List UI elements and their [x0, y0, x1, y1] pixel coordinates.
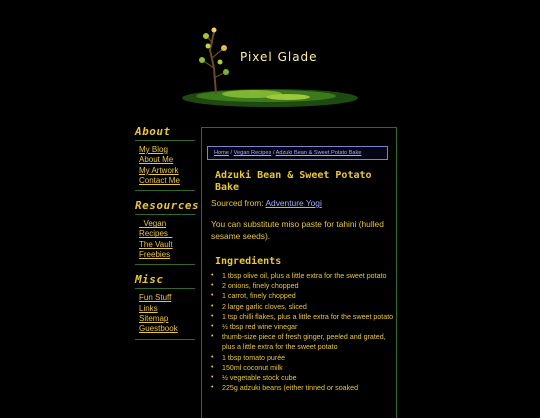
breadcrumb-separator: / — [230, 150, 233, 156]
ingredients-list — [202, 271, 396, 393]
sidebar-item-fun-stuff — [139, 293, 195, 303]
sidebar-link-guestbook[interactable]: Guestbook — [139, 324, 178, 334]
ingredient-item: • 150ml coconut milk — [211, 363, 396, 373]
sidebar-link-sitemap[interactable]: Sitemap — [139, 313, 169, 323]
sidebar-item-my-artwork — [139, 166, 195, 176]
sidebar-heading-resources: Resources — [135, 199, 195, 215]
sidebar-link-my-artwork[interactable]: My Artwork — [139, 165, 179, 175]
sidebar-list-resources — [135, 219, 195, 265]
breadcrumb — [207, 146, 388, 160]
ingredient-item: • 1 carrot, finely chopped — [211, 291, 396, 301]
sidebar-item-contact-me — [139, 176, 195, 186]
main-content — [201, 127, 397, 418]
site-title[interactable]: Pixel Glade — [240, 50, 318, 64]
sidebar-link-contact-me[interactable]: Contact Me — [139, 175, 180, 185]
ingredients-heading: Ingredients — [215, 256, 282, 267]
sidebar-link-about-me[interactable]: About Me — [139, 155, 174, 165]
sidebar-link-freebies[interactable]: Freebies — [139, 250, 171, 260]
ingredient-item: • ½ tbsp red wine vinegar — [211, 322, 396, 332]
sourced-from-label: Sourced from: — [211, 198, 266, 208]
sidebar-item-the-vault — [139, 240, 195, 250]
breadcrumb-home-link[interactable]: Home — [214, 150, 229, 156]
breadcrumb-current-link[interactable]: Adzuki Bean & Sweet Potato Bake — [275, 150, 362, 156]
ingredient-item: • 2 onions, finely chopped — [211, 281, 396, 291]
ingredient-item: • 1 tbsp olive oil, plus a little extra for the sweet potato — [211, 271, 396, 281]
sidebar-list-misc — [135, 293, 195, 339]
sidebar-list-about — [135, 145, 195, 191]
ingredient-item: • 2 large garlic cloves, sliced — [211, 302, 396, 312]
sidebar-heading-misc: Misc — [135, 273, 195, 289]
sidebar-item-freebies — [139, 250, 195, 260]
recipe-note: You can substitute miso paste for tahini (hulled sesame seeds). — [211, 219, 384, 241]
ingredient-item: • 1 tsp chilli flakes, plus a little extra for the sweet potato — [211, 312, 396, 322]
ingredient-item: • 1 tbsp tomato purée — [211, 353, 396, 363]
breadcrumb-separator: / — [272, 150, 275, 156]
sidebar-item-sitemap — [139, 314, 195, 324]
source-link[interactable]: Adventure Yogi — [265, 198, 322, 208]
sidebar-link-the-vault[interactable]: The Vault — [139, 239, 173, 249]
sidebar-item-about-me — [139, 155, 195, 165]
ingredient-item: • 225g adzuki beans (either tinned or soaked — [211, 383, 396, 393]
ingredient-item: • ½ vegetable stock cube — [211, 373, 396, 383]
sidebar-link-fun-stuff[interactable]: Fun Stuff — [139, 293, 172, 303]
sidebar-item-links — [139, 304, 195, 314]
sidebar — [135, 125, 200, 348]
sidebar-link-vegan-recipes[interactable]: _Vegan Recipes_ — [139, 219, 173, 239]
sidebar-item-my-blog — [139, 145, 195, 155]
breadcrumb-category-link[interactable]: Vegan Recipes — [233, 150, 272, 156]
sidebar-link-links[interactable]: Links — [139, 303, 158, 313]
sidebar-item-guestbook — [139, 324, 195, 334]
sidebar-heading-about: About — [135, 125, 195, 141]
sidebar-link-my-blog[interactable]: My Blog — [139, 145, 168, 154]
recipe-title: Adzuki Bean & Sweet Potato Bake — [215, 170, 372, 193]
header-sapling-icon — [180, 18, 360, 118]
sourced-from — [211, 198, 396, 208]
sidebar-item-vegan-recipes — [139, 219, 195, 240]
ingredient-item: • thumb-size piece of fresh ginger, peeled and grated, plus a little extra for the sweet potato — [211, 332, 396, 352]
